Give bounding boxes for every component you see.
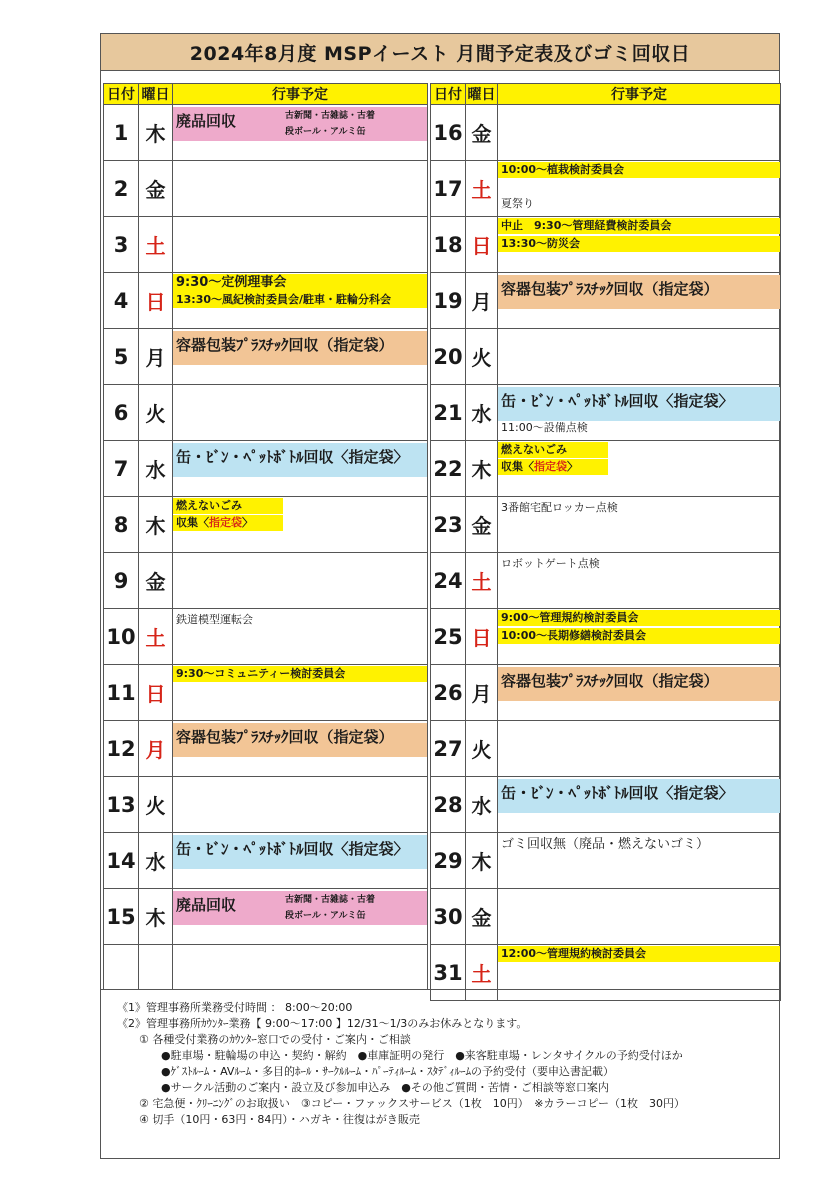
day-row: [104, 385, 428, 441]
event-label: 11:00～設備点検: [501, 421, 588, 434]
events-cell: [498, 609, 781, 665]
weekday-cell: 木: [466, 833, 498, 889]
event-item: [498, 779, 780, 813]
events-cell: [498, 441, 781, 497]
date-cell: 11: [104, 665, 139, 721]
events-cell: [173, 833, 428, 889]
date-cell: 3: [104, 217, 139, 273]
event-label: 缶・ﾋﾞﾝ・ﾍﾟｯﾄﾎﾞﾄﾙ回収〈指定袋〉: [176, 448, 409, 466]
note-line: ④ 切手（10円・63円・84円）・ハガキ・往復はがき販売: [139, 1112, 420, 1126]
weekday-cell: 土: [466, 161, 498, 217]
events-cell: [498, 497, 781, 553]
events-cell: [173, 553, 428, 609]
note-line: 《1》管理事務所業務受付時間 ： 8:00～20:00: [117, 1001, 353, 1014]
blank-row: [104, 945, 428, 990]
events-cell: [173, 777, 428, 833]
date-cell: 25: [431, 609, 466, 665]
day-row: [431, 609, 781, 665]
date-cell: 4: [104, 273, 139, 329]
day-row: [431, 273, 781, 329]
event-item: [498, 420, 780, 436]
weekday-cell: 火: [139, 385, 173, 441]
event-label: 缶・ﾋﾞﾝ・ﾍﾟｯﾄﾎﾞﾄﾙ回収〈指定袋〉: [176, 840, 409, 858]
event-label: 中止 9:30～管理経費検討委員会: [501, 219, 672, 232]
event-item: [498, 196, 780, 212]
date-cell: 16: [431, 105, 466, 161]
header-date: 日付: [104, 84, 139, 105]
day-row: [104, 217, 428, 273]
day-row: [104, 273, 428, 329]
day-row: [431, 833, 781, 889]
bag-label: 指定袋: [534, 460, 567, 473]
date-cell: 23: [431, 497, 466, 553]
date-cell: 18: [431, 217, 466, 273]
date-cell: 24: [431, 553, 466, 609]
weekday-cell: 土: [466, 553, 498, 609]
event-item: [498, 459, 608, 475]
event-item: [173, 515, 283, 531]
event-item: [173, 612, 427, 628]
events-cell: [498, 217, 781, 273]
date-cell: 26: [431, 665, 466, 721]
weekday-cell: 日: [139, 273, 173, 329]
day-row: [431, 889, 781, 945]
weekday-cell: 金: [139, 161, 173, 217]
date-cell: 22: [431, 441, 466, 497]
date-cell: 5: [104, 329, 139, 385]
date-cell: 12: [104, 721, 139, 777]
calendar-left-half: [103, 83, 428, 990]
event-item: [498, 836, 780, 854]
day-row: [104, 497, 428, 553]
collection-items-line1: 古新聞・古雑誌・古着: [285, 111, 376, 121]
header-weekday: 曜日: [139, 84, 173, 105]
day-row: [431, 721, 781, 777]
events-cell: [173, 609, 428, 665]
events-cell: [173, 105, 428, 161]
weekday-cell: 木: [466, 441, 498, 497]
day-row: [104, 777, 428, 833]
events-cell: [173, 497, 428, 553]
event-item: [498, 628, 780, 644]
weekday-cell: 金: [139, 553, 173, 609]
calendar-right-half: [430, 83, 781, 1001]
event-label: 3番館宅配ロッカー点検: [501, 501, 618, 514]
event-label: 廃品回収: [176, 112, 237, 130]
events-cell: [173, 273, 428, 329]
day-row: [431, 777, 781, 833]
events-cell: [498, 889, 781, 945]
events-cell: [173, 217, 428, 273]
day-row: [431, 329, 781, 385]
event-label: 燃えないごみ: [176, 499, 242, 512]
event-item: [173, 107, 428, 141]
weekday-cell: 日: [466, 609, 498, 665]
weekday-cell: 水: [139, 833, 173, 889]
event-item: [498, 946, 780, 962]
day-row: [431, 553, 781, 609]
event-label: 鉄道模型運転会: [176, 613, 253, 626]
weekday-cell: [139, 945, 173, 990]
collection-items-line1: 古新聞・古雑誌・古着: [285, 895, 376, 905]
events-cell: [498, 777, 781, 833]
weekday-cell: 火: [466, 721, 498, 777]
date-cell: 9: [104, 553, 139, 609]
event-label: 9:30～コミュニティー検討委員会: [176, 667, 346, 680]
event-label: ゴミ回収無（廃品・燃えないゴミ）: [501, 837, 710, 852]
event-item: [498, 442, 608, 458]
weekday-cell: 土: [466, 945, 498, 1001]
day-row: [104, 833, 428, 889]
note-line: ① 各種受付業務のｶｳﾝﾀｰ窓口での受付・ご案内・ご相談: [139, 1032, 411, 1046]
event-label: 収集〈: [501, 460, 534, 473]
weekday-cell: 月: [466, 273, 498, 329]
day-row: [431, 217, 781, 273]
date-cell: 10: [104, 609, 139, 665]
date-cell: 27: [431, 721, 466, 777]
date-cell: 21: [431, 385, 466, 441]
event-item: [498, 218, 780, 234]
date-cell: 29: [431, 833, 466, 889]
events-cell: [498, 385, 781, 441]
weekday-cell: 金: [466, 105, 498, 161]
event-label: 缶・ﾋﾞﾝ・ﾍﾟｯﾄﾎﾞﾄﾙ回収〈指定袋〉: [501, 784, 734, 802]
event-label: 廃品回収: [176, 896, 237, 914]
weekday-cell: 土: [139, 609, 173, 665]
events-cell: [498, 665, 781, 721]
events-cell: [498, 273, 781, 329]
day-row: [104, 609, 428, 665]
event-label: 容器包装ﾌﾟﾗｽﾁｯｸ回収（指定袋）: [501, 280, 719, 298]
weekday-cell: 月: [139, 721, 173, 777]
event-label: 13:30～風紀検討委員会/駐車・駐輪分科会: [176, 293, 392, 306]
day-row: [431, 497, 781, 553]
collection-items-line2: 段ボール・アルミ缶: [285, 127, 366, 137]
event-label: 10:00～長期修繕検討委員会: [501, 629, 647, 642]
weekday-cell: 木: [139, 497, 173, 553]
event-label: 容器包装ﾌﾟﾗｽﾁｯｸ回収（指定袋）: [501, 672, 719, 690]
weekday-cell: 金: [466, 889, 498, 945]
day-row: [104, 889, 428, 945]
event-label: 夏祭り: [501, 197, 534, 210]
note-line: 《2》管理事務所ｶｳﾝﾀｰ業務【 9:00～17:00 】12/31～1/3のみお休みとなります。: [117, 1016, 528, 1030]
event-item: [498, 610, 780, 626]
events-cell: [498, 833, 781, 889]
day-row: [431, 385, 781, 441]
date-cell: 2: [104, 161, 139, 217]
event-item: [498, 162, 780, 178]
day-row: [431, 441, 781, 497]
note-line: ●ｹﾞｽﾄﾙｰﾑ・AVﾙｰﾑ・多目的ﾎｰﾙ・ｻｰｸﾙﾙｰﾑ・ﾊﾟｰﾃｨﾙｰﾑ・ｽﾀﾃﾞｨﾙｰﾑの予約受付（要申込書記載）: [161, 1064, 614, 1078]
event-tail: 〉: [242, 516, 253, 529]
events-cell: [173, 945, 428, 990]
day-row: [431, 161, 781, 217]
event-label: 13:30～防災会: [501, 237, 581, 250]
date-cell: 7: [104, 441, 139, 497]
event-item: [498, 556, 780, 572]
event-item: [173, 891, 428, 925]
day-row: [104, 329, 428, 385]
events-cell: [498, 161, 781, 217]
weekday-cell: 水: [139, 441, 173, 497]
event-label: 容器包装ﾌﾟﾗｽﾁｯｸ回収（指定袋）: [176, 728, 394, 746]
weekday-cell: 水: [466, 777, 498, 833]
events-cell: [498, 553, 781, 609]
date-cell: 15: [104, 889, 139, 945]
events-cell: [173, 441, 428, 497]
event-item: [173, 292, 427, 308]
events-cell: [498, 105, 781, 161]
events-cell: [498, 329, 781, 385]
date-cell: [104, 945, 139, 990]
event-label: 収集〈: [176, 516, 209, 529]
event-label: 9:30～定例理事会: [176, 275, 287, 290]
header-events: 行事予定: [498, 84, 781, 105]
date-cell: 20: [431, 329, 466, 385]
weekday-cell: 木: [139, 889, 173, 945]
note-line: ② 宅急便・ｸﾘｰﾆﾝｸﾞのお取扱い ③コピー・ファックスサービス（1枚 10円） ※カラーコピー（1枚 30円）: [139, 1096, 685, 1110]
day-row: [431, 105, 781, 161]
day-row: [104, 105, 428, 161]
event-label: 容器包装ﾌﾟﾗｽﾁｯｸ回収（指定袋）: [176, 336, 394, 354]
header-weekday: 曜日: [466, 84, 498, 105]
events-cell: [173, 161, 428, 217]
header-date: 日付: [431, 84, 466, 105]
weekday-cell: 月: [466, 665, 498, 721]
events-cell: [498, 721, 781, 777]
weekday-cell: 木: [139, 105, 173, 161]
event-item: [498, 236, 780, 252]
event-item: [173, 723, 427, 757]
event-item: [498, 275, 780, 309]
event-item: [498, 387, 780, 421]
day-row: [104, 721, 428, 777]
day-row: [104, 441, 428, 497]
date-cell: 6: [104, 385, 139, 441]
weekday-cell: 火: [466, 329, 498, 385]
weekday-cell: 月: [139, 329, 173, 385]
events-cell: [173, 721, 428, 777]
weekday-cell: 金: [466, 497, 498, 553]
event-item: [498, 500, 780, 516]
event-label: 10:00～植栽検討委員会: [501, 163, 625, 176]
weekday-cell: 日: [139, 665, 173, 721]
header-events: 行事予定: [173, 84, 428, 105]
event-item: [173, 498, 283, 514]
event-item: [173, 331, 427, 365]
date-cell: 19: [431, 273, 466, 329]
events-cell: [173, 889, 428, 945]
date-cell: 31: [431, 945, 466, 1001]
bag-label: 指定袋: [209, 516, 242, 529]
page-title: 2024年8月度 MSPイースト 月間予定表及びゴミ回収日: [100, 33, 780, 71]
event-label: 12:00～管理規約検討委員会: [501, 947, 647, 960]
weekday-cell: 火: [139, 777, 173, 833]
events-cell: [173, 385, 428, 441]
event-item: [173, 274, 427, 292]
date-cell: 30: [431, 889, 466, 945]
date-cell: 28: [431, 777, 466, 833]
event-label: ロボットゲート点検: [501, 557, 600, 570]
weekday-cell: 水: [466, 385, 498, 441]
event-item: [173, 666, 427, 682]
event-item: [173, 443, 427, 477]
weekday-cell: 日: [466, 217, 498, 273]
date-cell: 1: [104, 105, 139, 161]
day-row: [431, 665, 781, 721]
day-row: [104, 161, 428, 217]
day-row: [104, 553, 428, 609]
day-row: [104, 665, 428, 721]
note-line: ●サークル活動のご案内・設立及び参加申込み ●その他ご質問・苦情・ご相談等窓口案内: [161, 1080, 609, 1094]
weekday-cell: 土: [139, 217, 173, 273]
date-cell: 14: [104, 833, 139, 889]
event-item: [173, 835, 427, 869]
events-cell: [173, 665, 428, 721]
collection-items-line2: 段ボール・アルミ缶: [285, 911, 366, 921]
date-cell: 13: [104, 777, 139, 833]
event-label: 缶・ﾋﾞﾝ・ﾍﾟｯﾄﾎﾞﾄﾙ回収〈指定袋〉: [501, 392, 734, 410]
event-tail: 〉: [567, 460, 578, 473]
event-item: [498, 667, 780, 701]
office-notes: [100, 989, 780, 1159]
event-label: 9:00～管理規約検討委員会: [501, 611, 639, 624]
date-cell: 8: [104, 497, 139, 553]
note-line: ●駐車場・駐輪場の申込・契約・解約 ●車庫証明の発行 ●来客駐車場・レンタサイクルの予約受付ほか: [161, 1048, 683, 1062]
events-cell: [173, 329, 428, 385]
event-label: 燃えないごみ: [501, 443, 567, 456]
date-cell: 17: [431, 161, 466, 217]
